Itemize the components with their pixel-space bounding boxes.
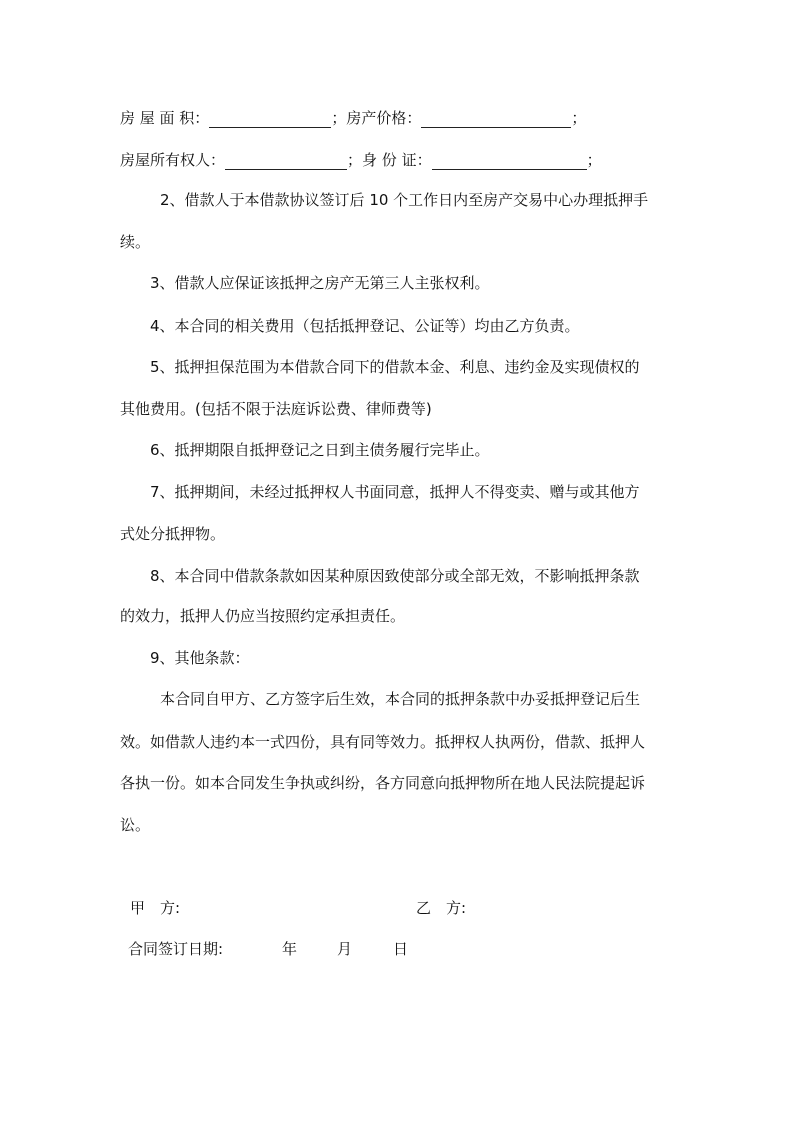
final-para-line-4: 讼。 — [120, 816, 151, 834]
price-blank[interactable] — [421, 111, 571, 128]
price-label: 房产价格： — [346, 109, 422, 127]
area-blank[interactable] — [209, 111, 331, 128]
owner-blank[interactable] — [225, 153, 347, 170]
owner-label: 房屋所有权人： — [120, 151, 226, 169]
clause-2-line-2: 续。 — [120, 233, 151, 251]
clause-7-line-2: 式处分抵押物。 — [120, 525, 226, 543]
clause-5-line-2: 其他费用。(包括不限于法庭诉讼费、律师费等) — [120, 400, 432, 418]
property-area-price-row — [120, 108, 586, 128]
final-para-line-2: 效。如借款人违约本一式四份，具有同等效力。抵押权人执两份，借款、抵押人 — [120, 733, 646, 751]
clause-2-line-1: 2、借款人于本借款协议签订后 10 个工作日内至房产交易中心办理抵押手 — [160, 191, 649, 209]
id-blank[interactable] — [432, 153, 587, 170]
semicolon-3: ； — [347, 151, 363, 169]
area-label: 房 屋 面 积： — [120, 109, 210, 127]
clause-3: 3、借款人应保证该抵押之房产无第三人主张权利。 — [150, 274, 490, 292]
day-label: 日 — [393, 940, 409, 958]
party-a-label: 甲 方: — [130, 899, 181, 917]
clause-8-line-2: 的效力，抵押人仍应当按照约定承担责任。 — [120, 607, 406, 625]
final-para-line-3: 各执一份。如本合同发生争执或纠纷，各方同意向抵押物所在地人民法院提起诉 — [120, 774, 646, 792]
clause-8-line-1: 8、本合同中借款条款如因某种原因致使部分或全部无效，不影响抵押条款 — [150, 567, 640, 585]
clause-5-line-1: 5、抵押担保范围为本借款合同下的借款本金、利息、违约金及实现债权的 — [150, 358, 640, 376]
sign-date-label: 合同签订日期: — [128, 940, 224, 958]
id-label: 身 份 证： — [362, 151, 432, 169]
semicolon-2: ； — [571, 109, 587, 127]
clause-4: 4、本合同的相关费用（包括抵押登记、公证等）均由乙方负责。 — [150, 317, 580, 335]
year-label: 年 — [282, 940, 298, 958]
clause-7-line-1: 7、抵押期间，未经过抵押权人书面同意，抵押人不得变卖、赠与或其他方 — [150, 483, 640, 501]
owner-id-row — [120, 150, 602, 170]
clause-9: 9、其他条款： — [150, 649, 250, 667]
month-label: 月 — [337, 940, 353, 958]
semicolon-1: ； — [331, 109, 347, 127]
final-para-line-1: 本合同自甲方、乙方签字后生效，本合同的抵押条款中办妥抵押登记后生 — [160, 690, 641, 708]
clause-6: 6、抵押期限自抵押登记之日到主债务履行完毕止。 — [150, 441, 490, 459]
semicolon-4: ； — [586, 151, 602, 169]
party-b-label: 乙 方: — [416, 899, 467, 917]
